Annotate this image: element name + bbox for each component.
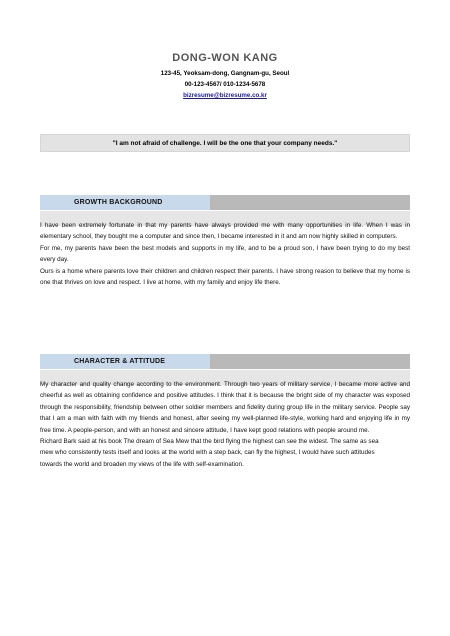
section-body-character <box>40 379 410 470</box>
paragraph: For me, my parents have been the best models and supports in my life, and to be a proud son, I have been trying to do my best every day. <box>40 244 410 264</box>
phone-line: 00-123-4567/ 010-1234-5678 <box>184 81 266 88</box>
paragraph: Richard Bark said at his book The dream of Sea Mew that the bird flying the highest can see the widest. The same as sea mew who consistently tests itself and looks at the world with a step back, can fly the highest, I would have such attitudes towards the world and broaden my views of the life with self-examination. <box>40 438 379 468</box>
paragraph: I have been extremely fortunate in that my parents have always provided me with many opportunities in life. When I was in elementary school, they bought me a computer and since then, I became interested in it and am now highly skilled in computers. <box>40 222 410 241</box>
email-link[interactable]: bizresume@bizresume.co.kr <box>183 92 267 99</box>
section-title: GROWTH BACKGROUND <box>74 199 163 206</box>
section-body-growth <box>40 220 410 288</box>
paragraph: Ours is a home where parents love their children and children respect their parents. I have strong reason to believe that my home is one that thrives on love and respect. I live at home, with my family and enjoy life there. <box>40 267 410 287</box>
paragraph: My character and quality change according to the environment. Through two years of military service, I became more active and cheerful as well as obtaining confidence and positive attitudes. I think that it is because the bright side of my character was exposed through the responsibility, friendship between other soldier members and fidelity during group life in the military service. People say that I am a man with faith with my friends and honest, after seeing my well-planned life-style, working hard and enjoying life in my free time. A people-person, and with an honest and sincere attitude, I have kept good relations with people around me. <box>40 381 410 434</box>
section-header-bar <box>210 195 410 210</box>
address-line: 123-45, Yeoksam-dong, Gangnam-gu, Seoul <box>160 70 290 77</box>
resume-header <box>0 52 450 99</box>
section-header-growth <box>40 195 410 210</box>
section-header-character <box>40 354 410 369</box>
applicant-name: DONG-WON KANG <box>172 52 278 64</box>
section-title: CHARACTER & ATTITUDE <box>74 358 166 365</box>
section-header-bar <box>210 354 410 369</box>
motto-quote: "I am not afraid of challenge. I will be the one that your company needs." <box>40 134 410 152</box>
